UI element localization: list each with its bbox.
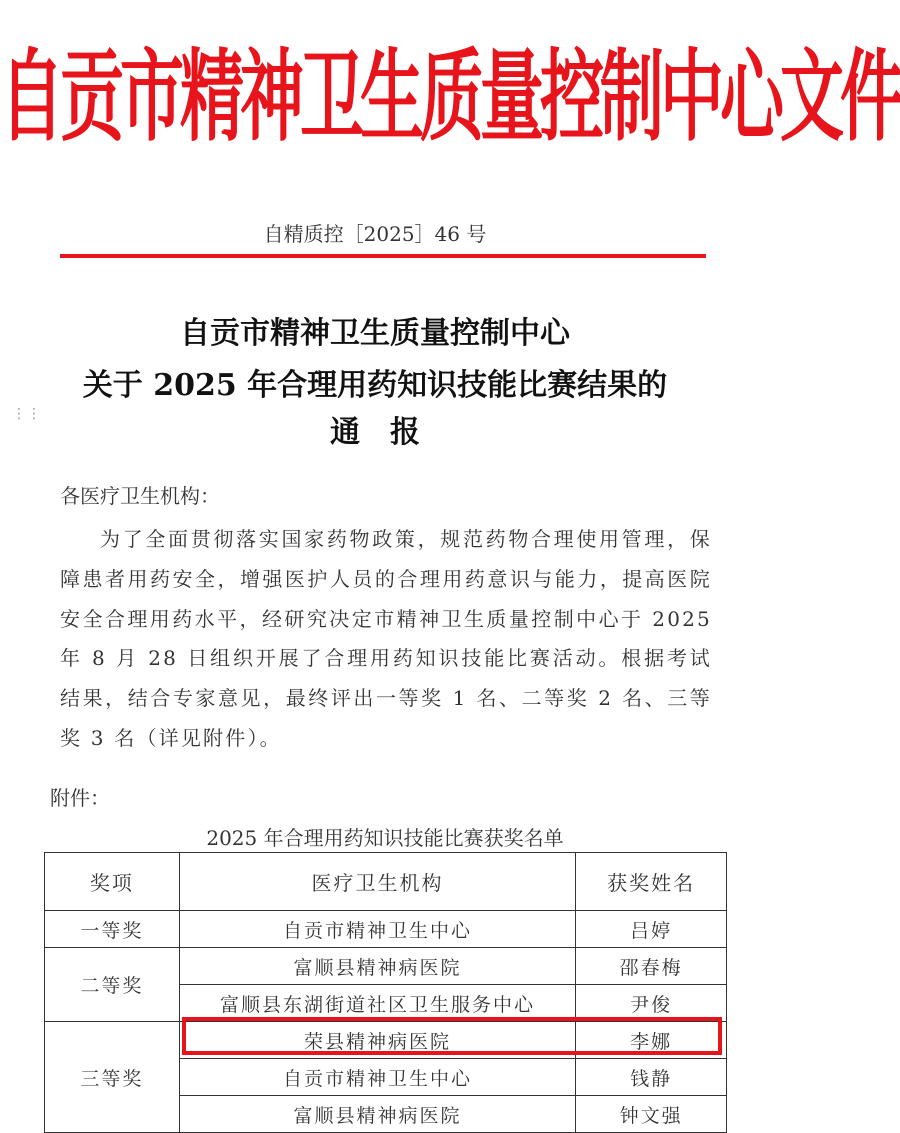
red-divider: [60, 254, 706, 258]
title-line-2: 关于 2025 年合理用药知识技能比赛结果的: [82, 368, 668, 403]
name-cell: 钟文强: [576, 1096, 727, 1133]
document-number: 自精质控［2025］46 号: [263, 222, 487, 246]
award-cell: 二等奖: [45, 948, 180, 1022]
header-winner: 获奖姓名: [576, 853, 727, 911]
org-cell: 自贡市精神卫生中心: [179, 1059, 575, 1096]
table-row: [45, 948, 727, 985]
awards-table: [44, 852, 727, 1133]
table-row: [45, 911, 727, 948]
name-cell: 李娜: [576, 1022, 727, 1059]
table-title: 2025 年合理用药知识技能比赛获奖名单: [206, 826, 564, 850]
name-cell: 钱静: [576, 1059, 727, 1096]
org-cell: 荣县精神病医院: [179, 1022, 575, 1059]
salutation: 各医疗卫生机构：: [60, 484, 220, 508]
body-paragraph: 为了全面贯彻落实国家药物政策，规范药物合理使用管理，保障患者用药安全，增强医护人员的合理用药意识与能力，提高医院安全合理用药水平，经研究决定市精神卫生质量控制中心于 2025 年 8 月 28 日组织开展了合理用药知识技能比赛活动。根据考试结果，结合专家意见，最终评出一等奖 1 名、二等奖 2 名、三等奖 3 名（详见附件）。: [60, 527, 712, 750]
org-cell: 自贡市精神卫生中心: [179, 911, 575, 948]
title-line-3: 通报: [330, 415, 450, 450]
org-cell: 富顺县精神病医院: [179, 948, 575, 985]
name-cell: 吕婷: [576, 911, 727, 948]
drag-handle-icon[interactable]: ⋮⋮: [12, 406, 42, 422]
title-line-1: 自贡市精神卫生质量控制中心: [180, 316, 570, 351]
award-cell: 一等奖: [45, 911, 180, 948]
name-cell: 邵春梅: [576, 948, 727, 985]
org-cell: 富顺县精神病医院: [179, 1096, 575, 1133]
document-masthead: 自贡市精神卫生质量控制中心文件: [0, 41, 900, 156]
award-cell: 三等奖: [45, 1022, 180, 1133]
highlight-box: [182, 1017, 722, 1055]
header-organization: 医疗卫生机构: [179, 853, 575, 911]
name-cell: 尹俊: [576, 985, 727, 1022]
table-header-row: [45, 853, 727, 911]
attachment-label: 附件：: [50, 786, 110, 810]
header-award: 奖项: [45, 853, 180, 911]
org-cell: 富顺县东湖街道社区卫生服务中心: [179, 985, 575, 1022]
